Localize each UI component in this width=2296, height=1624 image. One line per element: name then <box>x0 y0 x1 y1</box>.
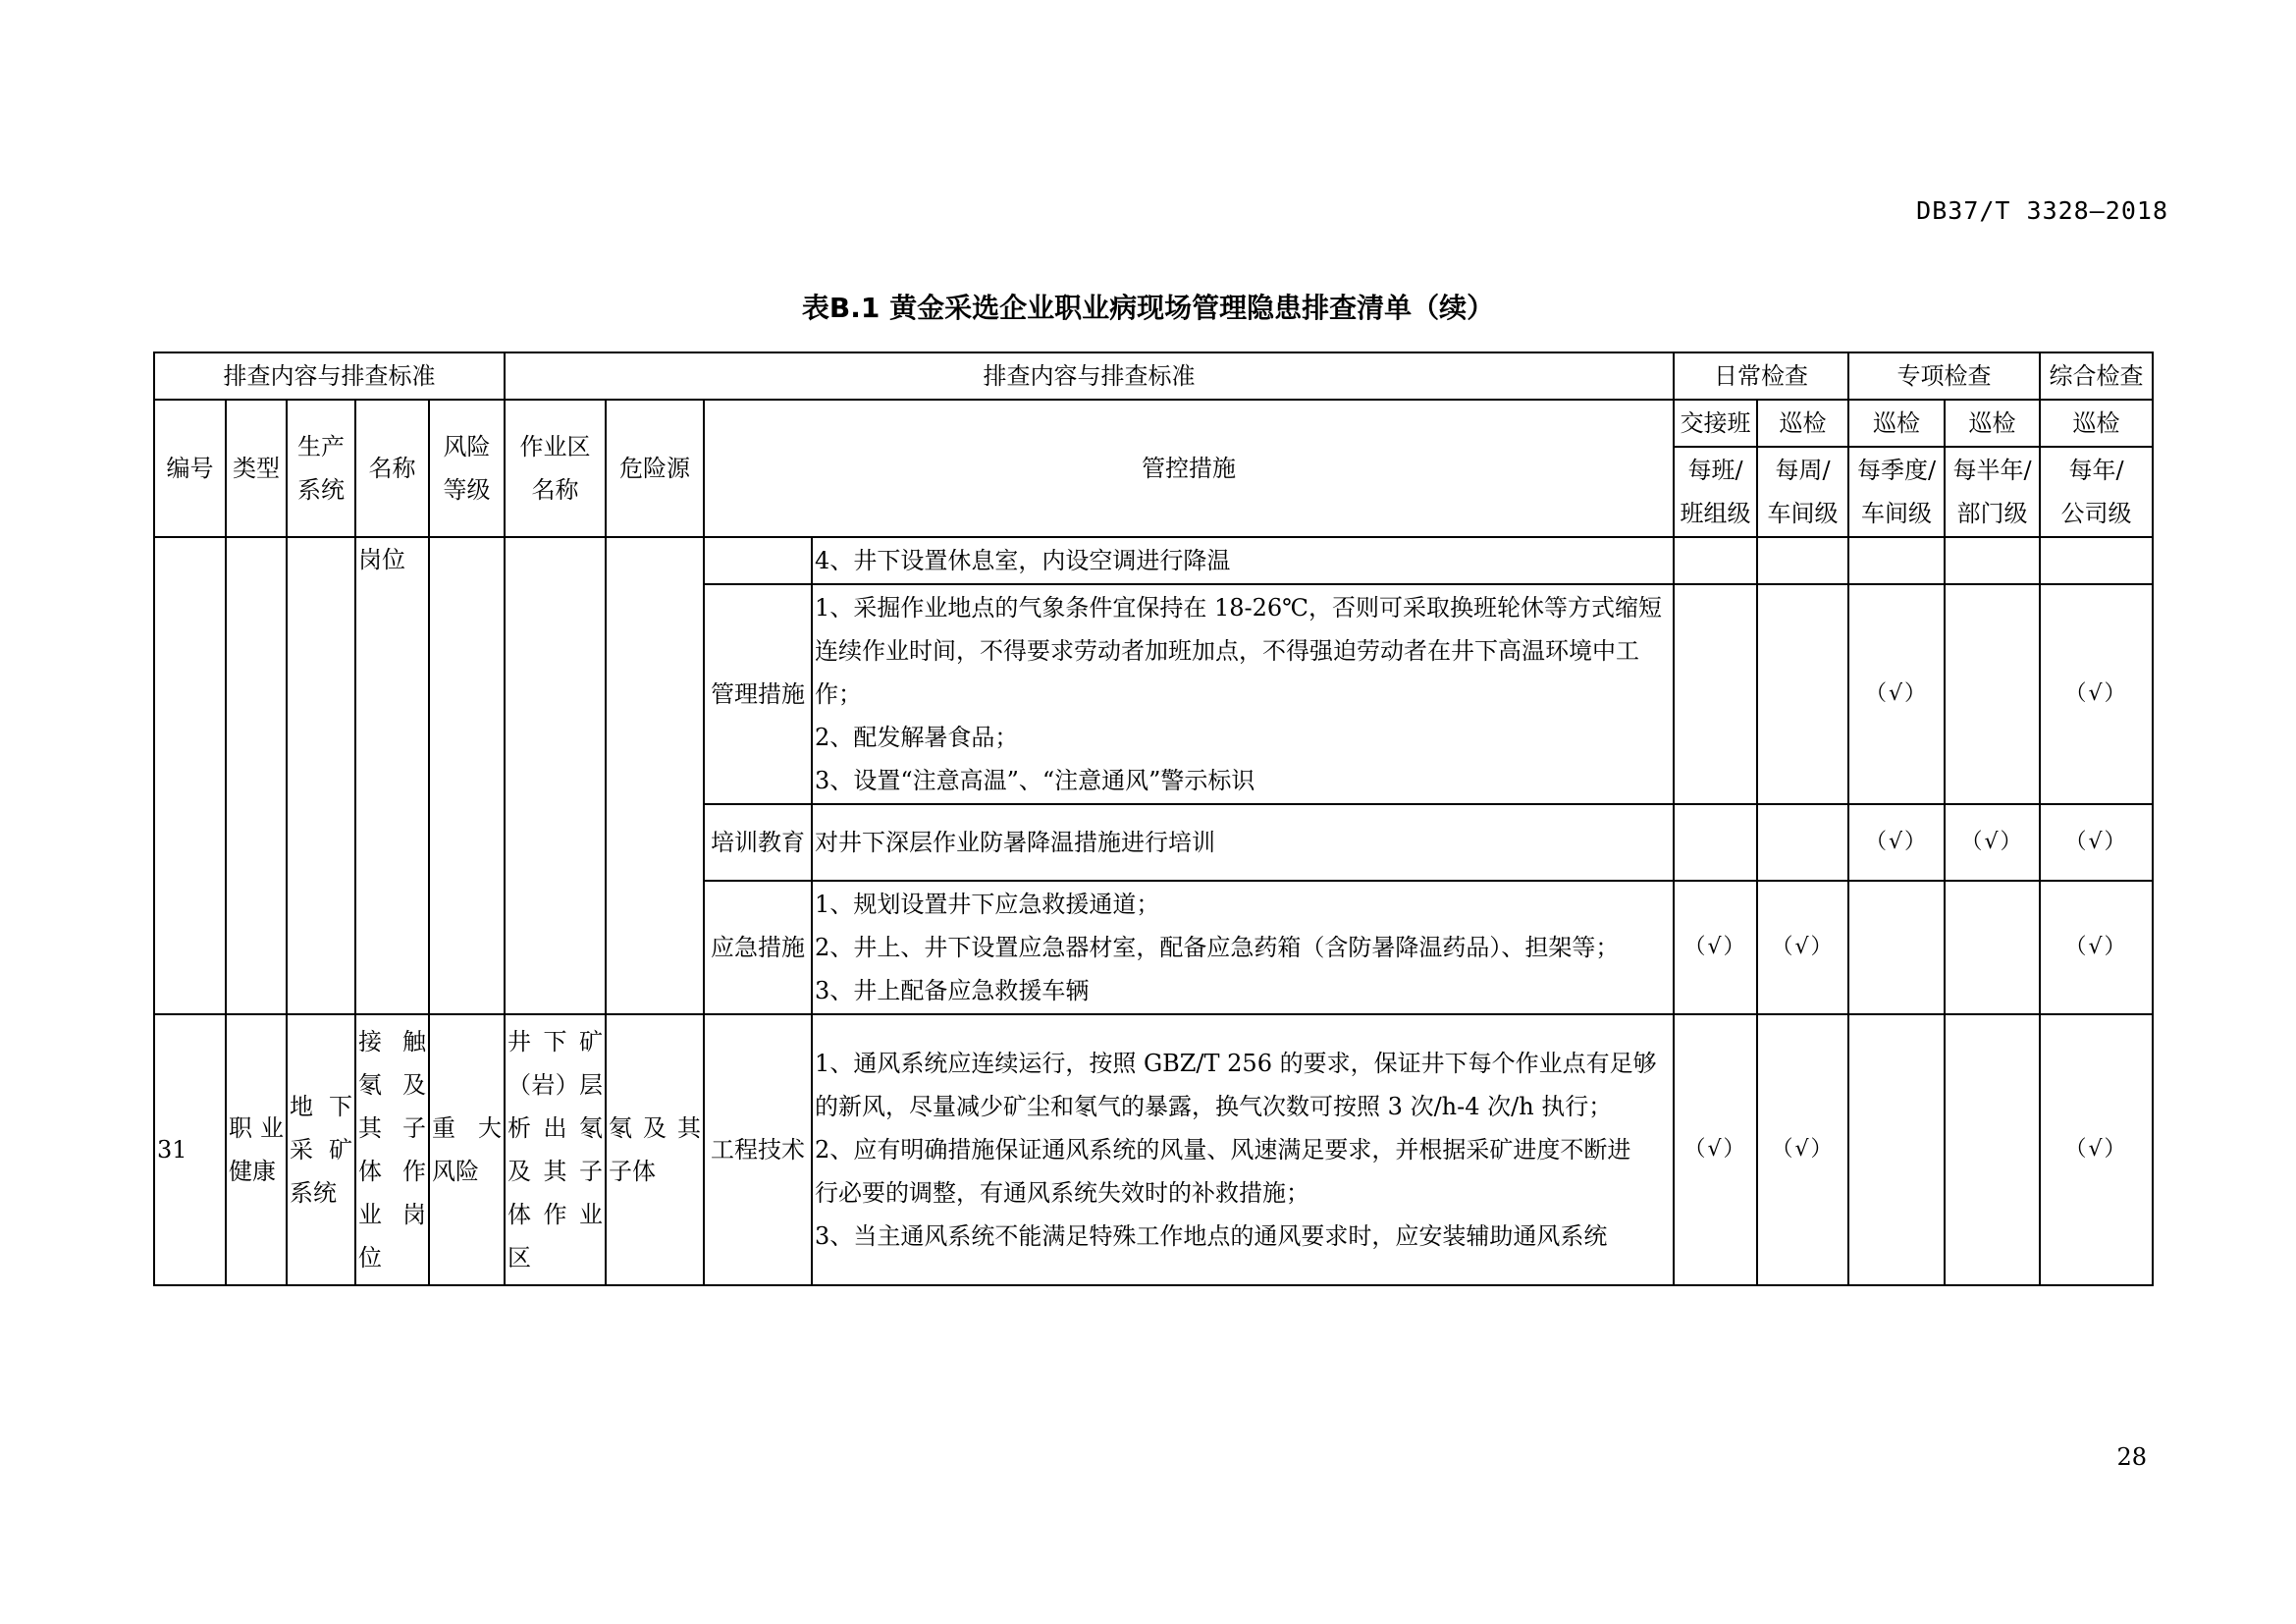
col-name: 名称 <box>355 400 429 537</box>
emerg-line: 1、规划设置井下应急救援通道； <box>815 891 1160 918</box>
col-risk <box>429 400 505 537</box>
row31-measure-line: 2、应有明确措施保证通风系统的风量、风速满足要求，并根据采矿进度不断进 <box>815 1136 1631 1164</box>
row31-measure-text <box>812 1014 1674 1285</box>
freq-weekly-line1: 每周/ <box>1775 457 1831 484</box>
row31-hazard-line: 子体 <box>609 1158 657 1185</box>
row31-hazard <box>606 1014 704 1285</box>
check-cell: （√） <box>2040 804 2153 881</box>
freq-shift <box>1674 447 1757 537</box>
check-cell: （√） <box>1848 584 1945 804</box>
row31-name-line: 其子 <box>358 1114 426 1142</box>
col-measures: 管控措施 <box>704 400 1674 537</box>
row31-number: 31 <box>154 1014 226 1285</box>
page-number: 28 <box>2116 1443 2147 1471</box>
col-patrol-yearly: 巡检 <box>2040 400 2153 447</box>
row31-measure-line: 3、当主通风系统不能满足特殊工作地点的通风要求时，应安装辅助通风系统 <box>815 1222 1608 1250</box>
check-cell <box>1757 804 1848 881</box>
col-risk-line1: 风险 <box>443 433 491 460</box>
group-left-header: 排查内容与排查标准 <box>154 352 505 400</box>
freq-yearly-line2: 公司级 <box>2060 500 2132 527</box>
cont-name: 岗位 <box>355 537 429 1014</box>
col-system <box>287 400 355 537</box>
check-cell: （√） <box>1945 804 2040 881</box>
row31-hazard-line: 氡及其 <box>609 1114 702 1142</box>
col-area-line2: 名称 <box>531 476 579 504</box>
row31-area-line: 及其子 <box>507 1158 604 1185</box>
col-system-line1: 生产 <box>297 433 345 460</box>
freq-quarterly <box>1848 447 1945 537</box>
freq-halfyear-line2: 部门级 <box>1956 500 2028 527</box>
mgmt-line: 作； <box>815 680 863 708</box>
check-cell <box>1945 1014 2040 1285</box>
col-shift-handover: 交接班 <box>1674 400 1757 447</box>
check-cell: （√） <box>1757 881 1848 1014</box>
cont-row1-text: 4、井下设置休息室，内设空调进行降温 <box>812 537 1674 584</box>
row31-measure-label: 工程技术 <box>704 1014 812 1285</box>
mgmt-text <box>812 584 1674 804</box>
group-middle-header: 排查内容与排查标准 <box>505 352 1674 400</box>
check-cell <box>1674 537 1757 584</box>
freq-shift-line1: 每班/ <box>1687 457 1743 484</box>
mgmt-line: 连续作业时间，不得要求劳动者加班加点，不得强迫劳动者在井下高温环境中工 <box>815 637 1640 665</box>
header-row-groups <box>154 352 2153 400</box>
row31-system-line: 地下 <box>290 1093 352 1120</box>
check-cell: （√） <box>1848 804 1945 881</box>
row31-area-line: （岩）层 <box>507 1071 604 1099</box>
table-title: 表B.1 黄金采选企业职业病现场管理隐患排查清单（续） <box>801 292 1495 324</box>
table-row-31 <box>154 1014 2153 1285</box>
check-cell <box>1848 881 1945 1014</box>
row31-measure-line: 的新风，尽量减少矿尘和氡气的暴露，换气次数可按照 3 次/h-4 次/h 执行； <box>815 1093 1613 1120</box>
col-area-line1: 作业区 <box>519 433 591 460</box>
check-cell: （√） <box>1674 1014 1757 1285</box>
train-label: 培训教育 <box>704 804 812 881</box>
col-type: 类型 <box>226 400 287 537</box>
check-cell <box>1945 881 2040 1014</box>
row31-type-line: 健康 <box>229 1158 276 1185</box>
col-patrol-halfyear: 巡检 <box>1945 400 2040 447</box>
col-risk-line2: 等级 <box>443 476 491 504</box>
row31-area-line: 区 <box>507 1244 532 1272</box>
row31-area-line: 析出氡 <box>507 1114 604 1142</box>
col-system-line2: 系统 <box>297 476 345 504</box>
freq-yearly-line1: 每年/ <box>2068 457 2124 484</box>
cont-system <box>287 537 355 1014</box>
check-cell <box>1757 537 1848 584</box>
check-cell <box>1848 1014 1945 1285</box>
cont-risk <box>429 537 505 1014</box>
row31-name-line: 位 <box>358 1244 382 1272</box>
col-hazard: 危险源 <box>606 400 704 537</box>
freq-quarterly-line1: 每季度/ <box>1857 457 1937 484</box>
col-number: 编号 <box>154 400 226 537</box>
check-cell: （√） <box>2040 881 2153 1014</box>
row31-name-line: 接触 <box>358 1028 426 1056</box>
row31-area <box>505 1014 606 1285</box>
freq-yearly <box>2040 447 2153 537</box>
row31-risk-line: 重大 <box>432 1114 503 1142</box>
check-cell <box>2040 537 2153 584</box>
check-cell: （√） <box>1674 881 1757 1014</box>
freq-quarterly-line2: 车间级 <box>1861 500 1933 527</box>
row31-type <box>226 1014 287 1285</box>
emerg-line: 3、井上配备应急救援车辆 <box>815 977 1090 1004</box>
row31-system-line: 采矿 <box>290 1136 352 1164</box>
row31-area-line: 井下矿 <box>507 1028 604 1056</box>
check-cell <box>1674 584 1757 804</box>
cont-type <box>226 537 287 1014</box>
freq-halfyear <box>1945 447 2040 537</box>
hazard-checklist-table <box>153 352 2154 1286</box>
row31-system-line: 系统 <box>290 1179 337 1207</box>
row31-risk-line: 风险 <box>432 1158 479 1185</box>
freq-halfyear-line1: 每半年/ <box>1952 457 2032 484</box>
row31-name <box>355 1014 429 1285</box>
emerg-text <box>812 881 1674 1014</box>
check-cell: （√） <box>2040 584 2153 804</box>
freq-weekly-line2: 车间级 <box>1767 500 1839 527</box>
cont-hazard <box>606 537 704 1014</box>
mgmt-line: 3、设置“注意高温”、“注意通风”警示标识 <box>815 767 1255 794</box>
check-cell <box>1674 804 1757 881</box>
check-cell: （√） <box>2040 1014 2153 1285</box>
header-row-columns <box>154 400 2153 447</box>
emerg-line: 2、井上、井下设置应急器材室，配备应急药箱（含防暑降温药品）、担架等； <box>815 934 1620 961</box>
freq-shift-line2: 班组级 <box>1680 500 1751 527</box>
mgmt-label: 管理措施 <box>704 584 812 804</box>
row31-name-line: 业岗 <box>358 1201 426 1228</box>
col-patrol-weekly: 巡检 <box>1757 400 1848 447</box>
check-cell <box>1757 584 1848 804</box>
train-text: 对井下深层作业防暑降温措施进行培训 <box>812 804 1674 881</box>
mgmt-line: 2、配发解暑食品； <box>815 724 1019 751</box>
freq-weekly <box>1757 447 1848 537</box>
check-cell <box>1945 537 2040 584</box>
col-patrol-quarterly: 巡检 <box>1848 400 1945 447</box>
col-area <box>505 400 606 537</box>
row31-area-line: 体作业 <box>507 1201 604 1228</box>
check-cell <box>1945 584 2040 804</box>
check-cell: （√） <box>1757 1014 1848 1285</box>
row31-measure-line: 行必要的调整，有通风系统失效时的补救措施； <box>815 1179 1310 1207</box>
group-daily-header: 日常检查 <box>1674 352 1848 400</box>
cont-row1-label <box>704 537 812 584</box>
row31-risk <box>429 1014 505 1285</box>
check-cell <box>1848 537 1945 584</box>
row31-name-line: 体作 <box>358 1158 426 1185</box>
mgmt-line: 1、采掘作业地点的气象条件宜保持在 18-26℃，否则可采取换班轮休等方式缩短 <box>815 594 1662 622</box>
row31-measure-line: 1、通风系统应连续运行，按照 GBZ/T 256 的要求，保证井下每个作业点有足够 <box>815 1050 1657 1077</box>
document-code: DB37/T 3328—2018 <box>1916 196 2168 225</box>
group-comprehensive-header: 综合检查 <box>2040 352 2153 400</box>
row31-system <box>287 1014 355 1285</box>
emerg-label: 应急措施 <box>704 881 812 1014</box>
row31-type-line: 职业 <box>229 1114 284 1142</box>
row31-name-line: 氡及 <box>358 1071 426 1099</box>
table-row <box>154 537 2153 584</box>
cont-number <box>154 537 226 1014</box>
cont-area <box>505 537 606 1014</box>
group-special-header: 专项检查 <box>1848 352 2040 400</box>
